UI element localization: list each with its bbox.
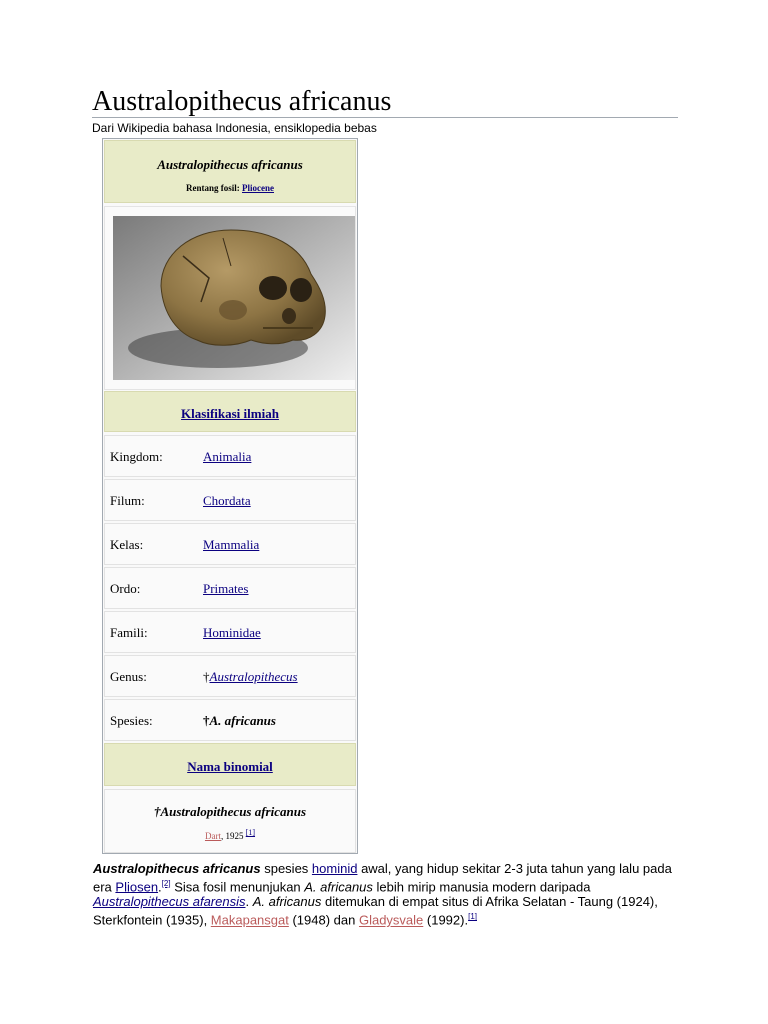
extinct-dagger: † [153,804,161,819]
taxon-row-species [104,699,356,741]
text-fragment: . [245,894,253,910]
row-label: Famili: [110,625,148,640]
gladysvale-link[interactable]: Gladysvale [358,912,424,928]
species-name-bold: Australopithecus africanus [93,861,261,876]
article-paragraph [93,861,683,928]
binomial-header [104,743,356,786]
dart-link[interactable]: Dart [204,831,221,841]
taxobox-species-name: Australopithecus africanus [157,157,303,172]
taxon-row-order [104,567,356,609]
kingdom-link[interactable]: Animalia [203,449,252,464]
taxon-row-class [104,523,356,565]
reference-2-link[interactable]: [2] [161,879,171,888]
taxobox-header [104,140,356,203]
species-name: A. africanus [209,713,276,728]
authority-year: , 1925 [220,831,244,841]
row-label: Kelas: [110,537,144,552]
species-value [203,713,276,729]
row-label: Filum: [110,493,145,508]
genus-value [203,669,298,685]
text-fragment: spesies [260,861,312,876]
text-fragment: . [158,879,162,895]
taxon-row-genus [104,655,356,697]
page-title: Australopithecus africanus [92,86,392,117]
class-link[interactable]: Mammalia [203,537,260,552]
genus-link[interactable]: Australopithecus [209,669,298,684]
reference-1-link[interactable]: [1] [245,828,256,837]
taxon-row-phylum [104,479,356,521]
text-fragment: (1992). [423,912,469,928]
text-fragment: Sisa fosil menunjukan [170,879,305,895]
image-cell [104,206,356,390]
text-fragment: ditemukan di empat situs di Afrika Selatan - Taung (1924), Sterkfontein (1935), [93,894,658,928]
row-label: Genus: [110,669,147,684]
family-link[interactable]: Hominidae [203,625,261,640]
text-fragment: (1948) dan [288,912,359,928]
text-fragment: lebih mirip manusia modern daripada [372,879,591,895]
pliocene-link[interactable]: Pliocene [242,183,274,193]
title-divider [92,117,678,118]
binomial-name-text: Australopithecus africanus [160,804,307,819]
afarensis-link[interactable]: Australopithecus afarensis [93,894,246,910]
order-link[interactable]: Primates [203,581,249,596]
pliosen-link[interactable]: Pliosen [115,879,159,895]
hominid-link[interactable]: hominid [311,861,358,876]
taxobox [102,138,358,854]
row-label: Kingdom: [110,449,163,464]
extinct-dagger: † [203,713,210,728]
fossil-range-label: Rentang fosil: [186,183,240,193]
taxon-row-kingdom [104,435,356,477]
skull-photo[interactable] [113,216,355,380]
taxon-row-family [104,611,356,653]
row-label: Spesies: [110,713,153,728]
page-subtitle: Dari Wikipedia bahasa Indonesia, ensiklopedia bebas [92,121,377,135]
extinct-dagger: † [203,669,210,684]
species-italic: A. africanus [252,894,322,910]
row-label: Ordo: [110,581,141,596]
binomial-authority [105,828,355,841]
species-italic: A. africanus [304,879,373,895]
classification-header [104,391,356,432]
binomial-name [105,804,355,820]
text-fragment: awal, yang hidup sekitar 2-3 juta tahun yang lalu pada era [93,861,672,895]
reference-1-link[interactable]: [1] [468,912,477,922]
makapansgat-link[interactable]: Makapansgat [210,912,289,928]
phylum-link[interactable]: Chordata [203,493,251,508]
fossil-range [105,183,355,193]
classification-link[interactable]: Klasifikasi ilmiah [181,406,279,421]
binomial-cell [104,789,356,853]
binomial-link[interactable]: Nama binomial [187,759,273,774]
